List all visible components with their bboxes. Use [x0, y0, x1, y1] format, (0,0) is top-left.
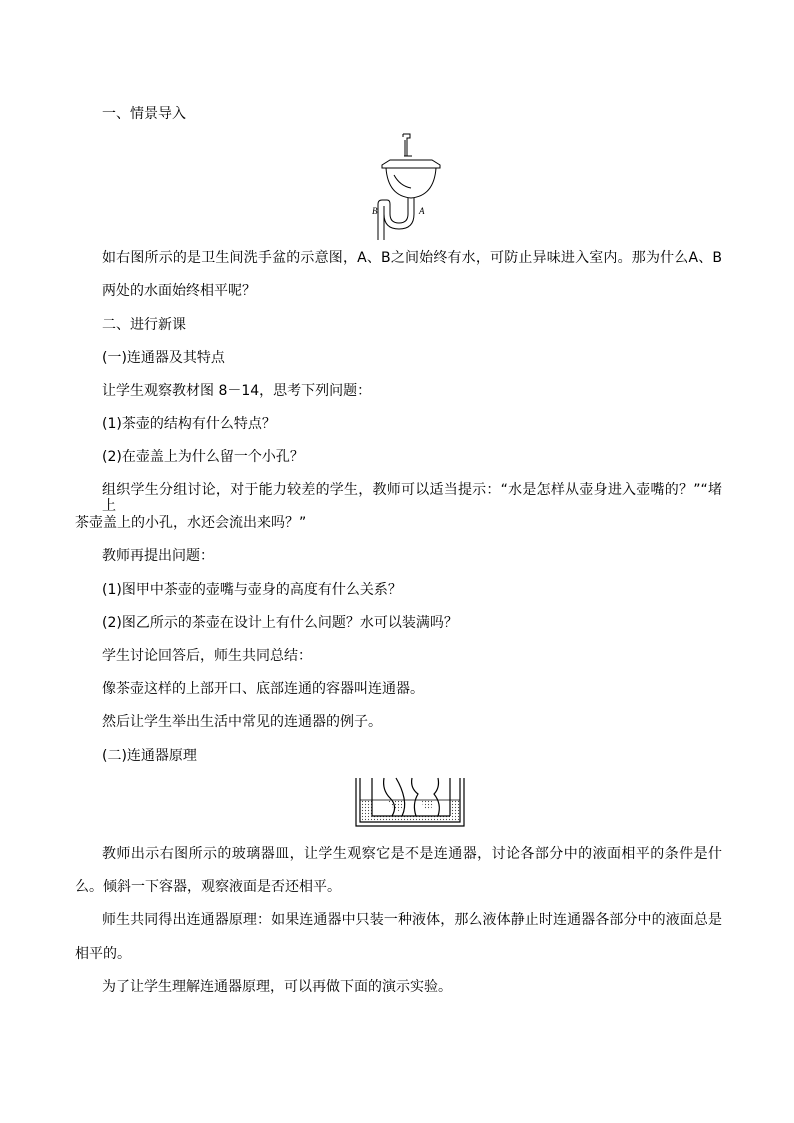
paragraph-sink-question-line1: 如右图所示的是卫生间洗手盆的示意图，A、B之间始终有水，可防止异味进入室内。那为什么A、B [102, 250, 722, 266]
question-teapot-design: (2)图乙所示的茶壶在设计上有什么问题？水可以装满吗？ [102, 615, 458, 631]
question-spout-height: (1)图甲中茶壶的壶嘴与壶身的高度有什么关系？ [102, 582, 402, 598]
paragraph-observe: 让学生观察教材图 8－14，思考下列问题： [102, 383, 372, 399]
paragraph-sink-question-line2: 两处的水面始终相平呢？ [102, 283, 256, 299]
paragraph-demo-line1: 教师出示右图所示的玻璃器皿，让学生观察它是不是连通器，讨论各部分中的液面相平的条件是什 [102, 846, 722, 862]
label-b: B [372, 206, 378, 216]
heading-scene-intro: 一、情景导入 [102, 106, 186, 122]
question-lid-hole: (2)在壶盖上为什么留一个小孔？ [102, 449, 304, 465]
paragraph-summary: 学生讨论回答后，师生共同总结： [102, 648, 312, 664]
heading-connected-vessels: (一)连通器及其特点 [102, 350, 225, 366]
paragraph-definition: 像茶壶这样的上部开口、底部连通的容器叫连通器。 [102, 681, 424, 697]
label-a: A [419, 206, 425, 216]
glass-vessel-diagram [352, 776, 468, 830]
paragraph-demo-line2: 么。倾斜一下容器，观察液面是否还相平。 [75, 879, 341, 895]
paragraph-principle-line1: 师生共同得出连通器原理：如果连通器中只装一种液体，那么液体静止时连通器各部分中的液面总是 [102, 912, 722, 928]
paragraph-principle-line2: 相平的。 [75, 946, 131, 962]
paragraph-closing: 为了让学生理解连通器原理，可以再做下面的演示实验。 [102, 979, 452, 995]
paragraph-discussion-line2: 茶壶盖上的小孔，水还会流出来吗？” [75, 515, 307, 531]
paragraph-examples: 然后让学生举出生活中常见的连通器的例子。 [102, 714, 382, 730]
sink-diagram [374, 130, 444, 242]
heading-new-lesson: 二、进行新课 [102, 317, 186, 333]
paragraph-discussion-line1: 组织学生分组讨论，对于能力较差的学生，教师可以适当提示：“水是怎样从壶身进入壶嘴的？”“堵上 [102, 482, 722, 514]
heading-vessel-principle: (二)连通器原理 [102, 748, 197, 764]
paragraph-teacher-asks: 教师再提出问题： [102, 548, 214, 564]
question-teapot-structure: (1)茶壶的结构有什么特点？ [102, 416, 276, 432]
